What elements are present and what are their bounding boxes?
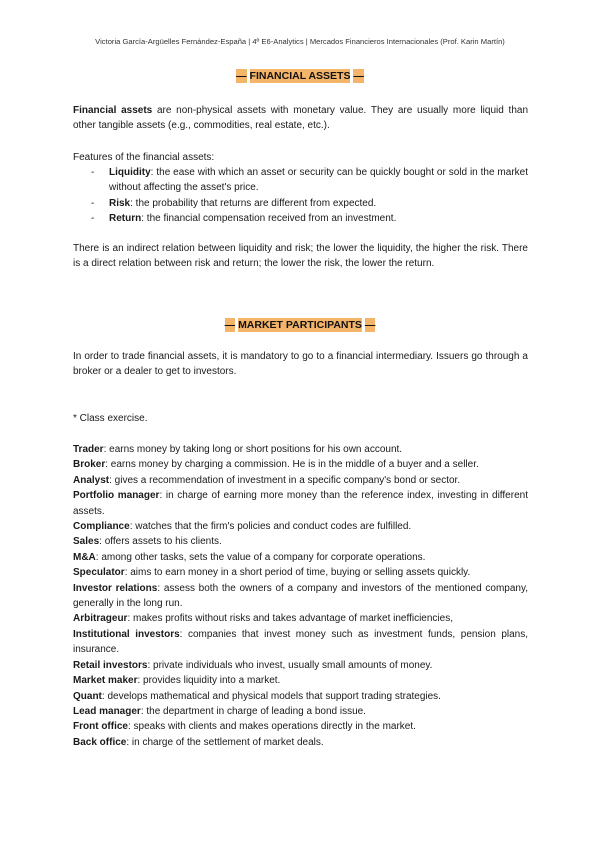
participant-term: Quant (73, 690, 102, 702)
list-item (73, 550, 528, 565)
participant-text: : in charge of earning more money than the reference index, investing in different assets. (73, 490, 528, 517)
intro-term: Financial assets (73, 105, 153, 116)
participant-text: : makes profits without risks and takes advantage of market inefficiencies, (127, 613, 453, 625)
participant-term: Trader (73, 444, 104, 455)
feature-term: Liquidity (109, 167, 151, 178)
list-item (73, 704, 528, 719)
participant-term: Broker (73, 459, 106, 471)
market-participants-intro: In order to trade financial assets, it is mandatory to go to a financial intermediary. Issuers go through a broker or a dealer to get to investors. (73, 351, 528, 378)
class-exercise-note: * Class exercise. (73, 413, 148, 424)
participant-term: Institutional investors (73, 628, 180, 640)
participant-text: : offers assets to his clients. (99, 536, 222, 548)
participant-text: : the department in charge of leading a bond issue. (140, 705, 366, 717)
financial-assets-intro (73, 103, 528, 134)
list-item (73, 581, 528, 612)
feature-term: Risk (109, 197, 131, 209)
participant-term: Analyst (73, 474, 110, 486)
title-dash-left: — (224, 319, 236, 331)
list-item (73, 689, 528, 704)
participant-term: Back office (73, 736, 127, 748)
features-list (91, 165, 528, 226)
list-item: - Liquidity: the ease with which an asset or security can be quickly bought or sold in the market without affecting the asset's price. (91, 167, 528, 194)
feature-text: : the probability that returns are different from expected. (130, 197, 377, 209)
participant-text: : assess both the owners of a company and investors of the mentioned company, generally in the long run. (73, 582, 528, 610)
list-item (73, 719, 528, 734)
list-item (73, 658, 528, 673)
participant-term: Investor relations (73, 582, 158, 594)
list-item (73, 565, 528, 580)
relation-paragraph: There is an indirect relation between liquidity and risk; the lower the liquidity, the higher the risk. There is a direct relation between risk and return; the lower the risk, the lower the return. (73, 243, 528, 270)
title-dash-right: — (364, 319, 376, 331)
participant-text: : gives a recommendation of investment in a specific company's bond or sector. (109, 474, 461, 486)
participant-text: : watches that the firm's policies and conduct codes are fulfilled. (129, 521, 412, 533)
feature-text: : the financial compensation received from an investment. (141, 212, 397, 224)
feature-term: Return (109, 212, 142, 224)
participant-text: : earns money by taking long or short positions for his own account. (103, 444, 403, 455)
list-item: - Return: the financial compensation received from an investment. (91, 212, 397, 224)
participants-list (73, 442, 528, 750)
title-text: FINANCIAL ASSETS (249, 70, 351, 82)
list-item (73, 673, 528, 688)
participant-text: : companies that invest money such as investment funds, pension plans, insurance. (73, 628, 529, 656)
participant-term: Front office (73, 721, 128, 733)
list-item (73, 519, 528, 534)
page-header: Victoria García-Argüelles Fernández-España | 4º E6-Analytics | Mercados Financieros Internacionales (Prof. Karin Martín) (95, 37, 505, 46)
features-label: Features of the financial assets: (73, 152, 215, 163)
participant-text: : develops mathematical and physical models that support trading strategies. (101, 690, 441, 702)
participant-term: Portfolio manager (73, 490, 160, 502)
participant-text: : provides liquidity into a market. (137, 675, 281, 687)
participant-text: : speaks with clients and makes operations directly in the market. (128, 721, 416, 733)
feature-text: : the ease with which an asset or security can be quickly bought or sold in the market without affecting the asset's price. (109, 167, 528, 194)
title-dash-right: — (353, 70, 364, 82)
participant-term: Retail investors (73, 659, 148, 671)
participant-term: Lead manager (73, 705, 141, 717)
list-item (73, 534, 528, 549)
participant-text: : earns money by charging a commission. He is in the middle of a buyer and a seller. (105, 459, 479, 471)
participant-term: Speculator (73, 567, 125, 579)
list-item (73, 735, 528, 750)
list-item (73, 611, 528, 626)
participant-term: Arbitrageur (73, 613, 128, 625)
participant-text: : aims to earn money in a short period of time, buying or selling assets quickly. (124, 567, 471, 579)
participant-text: : among other tasks, sets the value of a company for corporate operations. (95, 551, 426, 563)
list-item (73, 473, 528, 488)
participant-term: Compliance (73, 521, 130, 533)
participant-term: M&A (73, 551, 96, 563)
list-item: - Risk: the probability that returns are different from expected. (91, 197, 377, 209)
title-text: MARKET PARTICIPANTS (238, 319, 362, 331)
participant-term: Sales (73, 536, 100, 548)
section-title-financial-assets (0, 70, 600, 82)
participant-term: Market maker (73, 675, 138, 687)
intro-text: are non-physical assets with monetary value. They are usually more liquid than other tangible assets (e.g., commodities, real estate, etc.). (73, 105, 529, 132)
list-item (73, 442, 528, 457)
list-item (73, 627, 528, 658)
participant-text: : in charge of the settlement of market deals. (126, 736, 324, 748)
participant-text: : private individuals who invest, usually small amounts of money. (147, 659, 433, 671)
list-item (73, 457, 528, 472)
section-title-market-participants (0, 319, 600, 331)
list-item (73, 488, 528, 519)
title-dash-left: — (236, 70, 247, 82)
